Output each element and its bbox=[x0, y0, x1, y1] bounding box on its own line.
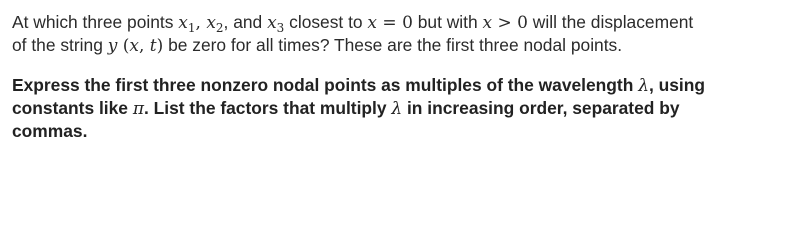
math-symbol-lambda: λ bbox=[638, 76, 649, 96]
math-var-x: x bbox=[129, 36, 139, 56]
math-symbol-lambda: λ bbox=[391, 99, 403, 119]
question-text-segment: At which three points bbox=[12, 12, 179, 32]
question-text-segment: closest to bbox=[284, 12, 368, 32]
instruction-text-segment: Express the first three nonzero nodal points as multiples of the wavelength bbox=[12, 75, 639, 95]
instruction-line-3 bbox=[12, 120, 808, 143]
math-var-x: x bbox=[367, 13, 378, 33]
math-symbol-pi: π bbox=[132, 99, 144, 119]
question-text-segment: , and bbox=[223, 12, 268, 32]
math-var-y: y bbox=[107, 36, 118, 56]
math-var-x3: x bbox=[267, 13, 277, 33]
question-line-2 bbox=[12, 34, 808, 57]
math-comma: , bbox=[195, 13, 207, 33]
instruction-text-segment: , using bbox=[648, 75, 706, 95]
question-text-segment: be zero for all times? These are the first three nodal points. bbox=[163, 35, 623, 55]
math-equals-zero: = 0 bbox=[377, 13, 413, 33]
question-text-segment: but with bbox=[412, 12, 483, 32]
instruction-text-segment: commas. bbox=[12, 121, 88, 141]
instruction-text-segment: . List the factors that multiply bbox=[144, 98, 392, 118]
math-var-x1: x bbox=[178, 13, 188, 33]
instruction-line-2 bbox=[12, 97, 808, 120]
math-subscript-2: 2 bbox=[215, 21, 224, 35]
instruction-line-1 bbox=[12, 74, 808, 97]
math-subscript-1: 1 bbox=[187, 21, 196, 35]
math-var-x: x bbox=[482, 13, 493, 33]
math-var-x2: x bbox=[206, 13, 216, 33]
math-var-t: t bbox=[149, 36, 157, 56]
question-text-segment: will the displacement bbox=[527, 12, 694, 32]
question-text bbox=[12, 11, 808, 57]
instruction-text bbox=[12, 74, 808, 143]
math-greater-than-zero: > 0 bbox=[492, 13, 528, 33]
math-paren-open: ( bbox=[117, 36, 130, 56]
math-comma: , bbox=[138, 36, 150, 56]
math-subscript-3: 3 bbox=[276, 21, 285, 35]
instruction-text-segment: in increasing order, separated by bbox=[402, 98, 680, 118]
question-line-1 bbox=[12, 11, 808, 34]
question-text-segment: of the string bbox=[12, 35, 108, 55]
instruction-text-segment: constants like bbox=[12, 98, 133, 118]
math-paren-close: ) bbox=[156, 36, 164, 56]
